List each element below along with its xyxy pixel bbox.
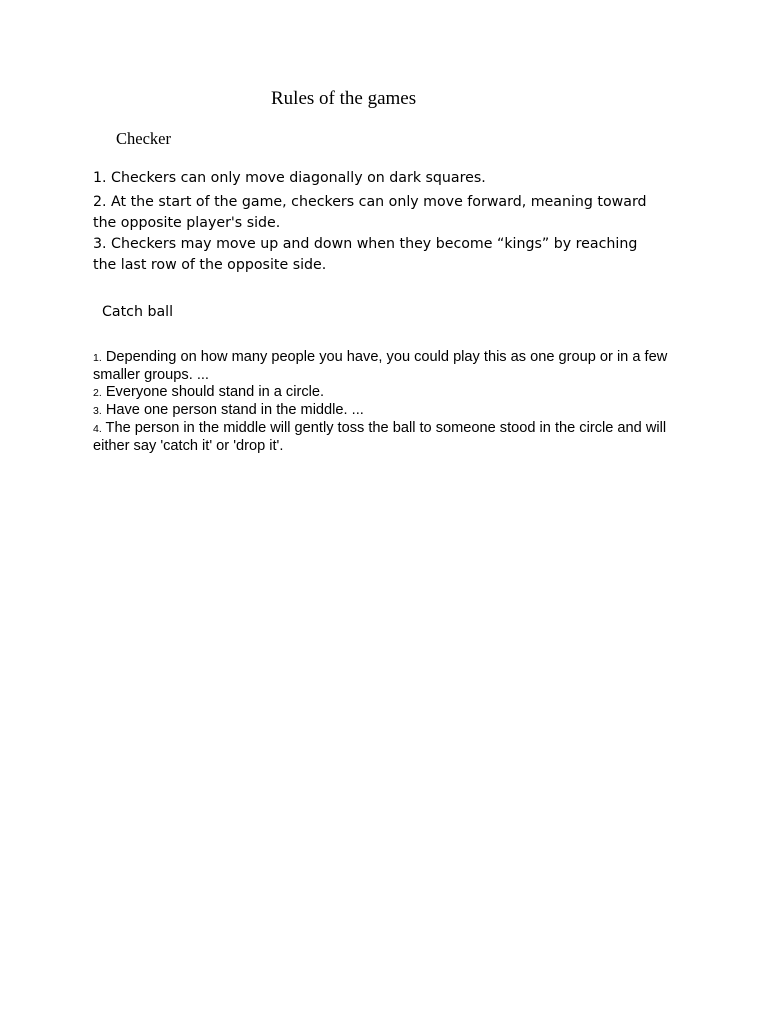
rule-text: The person in the middle will gently toss the ball to someone stood in the circle and will either say 'catch it' or 'drop it'. (93, 420, 667, 454)
catch-ball-rule (93, 349, 668, 384)
catch-ball-rule (93, 420, 668, 455)
checker-rule: 2. At the start of the game, checkers can only move forward, meaning toward the opposite player's side. (93, 194, 647, 231)
document-title: Rules of the games (271, 88, 417, 109)
checker-rule: 1. Checkers can only move diagonally on dark squares. (93, 170, 486, 186)
checker-rules-list (93, 168, 663, 276)
section-heading-catch-ball: Catch ball (102, 304, 174, 320)
catch-ball-rule (93, 384, 668, 402)
rule-text: Have one person stand in the middle. ... (101, 402, 364, 418)
catch-ball-rules-list (93, 349, 668, 455)
rule-number: 1. (93, 352, 102, 364)
rule-text: Depending on how many people you have, you could play this as one group or in a few smaller groups. ... (93, 349, 668, 383)
checker-rule: 3. Checkers may move up and down when they become “kings” by reaching the last row of the opposite side. (93, 236, 638, 273)
section-heading-checker: Checker (116, 129, 171, 148)
rule-number: 2. (93, 387, 102, 399)
catch-ball-rule (93, 402, 668, 420)
rule-number: 3. (93, 405, 102, 417)
rule-text: Everyone should stand in a circle. (101, 384, 325, 400)
rule-number: 4. (93, 423, 102, 435)
